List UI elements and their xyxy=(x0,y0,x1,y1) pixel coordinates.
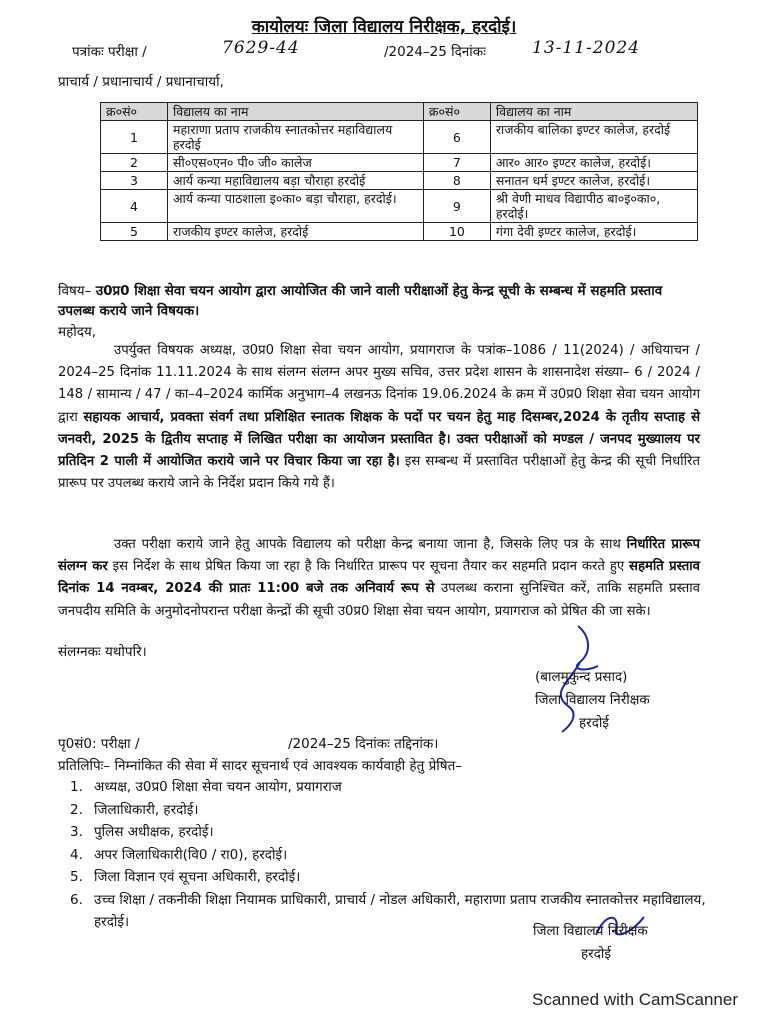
list-text: उच्च शिक्षा / तकनीकी शिक्षा नियामक प्राधिकारी, प्राचार्य / नोडल अधिकारी, महाराणा प्रताप राजकीय स्नातकोत्तर महाविद्यालय, हरदोई। xyxy=(94,891,706,930)
serial-cell: 10 xyxy=(423,223,490,241)
list-text: जिला विज्ञान एवं सूचना अधिकारी, हरदोई। xyxy=(94,869,301,885)
serial-cell: 1 xyxy=(101,121,168,154)
table-row xyxy=(101,172,698,190)
list-item xyxy=(70,844,710,867)
para1-text: उपर्युक्त विषयक अध्यक्ष, उ0प्र0 शिक्षा सेवा चयन आयोग, प्रयागराज के पत्रांक–1086 / 11(2024) / अधियाचन / 2024–25 दिनांक 11.11.2024 के साथ संलग्न संलग्न अपर मुख्य सचिव, उत्तर प्रदेश शासन के शासनादेश संख्या– 6 / 2024 / 148 / सामान्य / 47 / का–4–2024 कार्मिक अनुभाग–4 लखनऊ दिनांक 19.06.2024 के क्रम में उ0प्र0 शिक्षा सेवा चयन आयोग द्वारा xyxy=(58,343,700,425)
table-header-cell: विद्यालय का नाम xyxy=(168,103,424,121)
subject-label: विषय– xyxy=(58,283,92,299)
school-name-cell: आर्य कन्या पाठशाला इ०का० बड़ा चौराहा, हरदोई। xyxy=(168,190,424,223)
subject-line xyxy=(58,281,678,321)
body-paragraph-1 xyxy=(58,340,700,495)
school-name-cell: सनातन धर्म इण्टर कालेज, हरदोई। xyxy=(490,172,697,190)
serial-cell: 5 xyxy=(101,223,168,241)
table-row xyxy=(101,154,698,172)
list-text: पुलिस अधीक्षक, हरदोई। xyxy=(94,824,214,840)
table-header-cell: विद्यालय का नाम xyxy=(490,103,697,121)
signature-block-1 xyxy=(535,666,650,735)
table-row xyxy=(101,223,698,241)
list-number: 2. xyxy=(70,801,83,818)
serial-cell: 7 xyxy=(423,154,490,172)
para2-bold-format: निर्धारित प्रारूप संलग्न कर xyxy=(58,537,700,575)
letter-year-date-label: /2024–25 दिनांकः xyxy=(384,44,486,60)
list-item xyxy=(70,776,710,799)
list-number: 6. xyxy=(70,891,83,908)
addressee: प्राचार्य / प्रधानाचार्य / प्रधानाचार्या, xyxy=(58,74,224,90)
serial-cell: 4 xyxy=(101,190,168,223)
table-header-cell: क्र०सं० xyxy=(101,103,168,121)
schools-table xyxy=(100,102,698,241)
enclosure-note: संलग्नकः यथोपरि। xyxy=(58,644,147,660)
list-number: 5. xyxy=(70,869,83,885)
list-item xyxy=(70,799,710,822)
letter-date-handwritten: 13-11-2024 xyxy=(532,38,641,58)
school-name-cell: गंगा देवी इण्टर कालेज, हरदोई। xyxy=(490,223,697,241)
para1-bold: सहायक आचार्य, प्रवक्ता संवर्ग तथा प्रशिक्षित स्नातक शिक्षक के पदों पर चयन हेतु माह दिसम्बर,2024 के तृतीय सप्ताह से जनवरी, 2025 के द्वितीय सप्ताह में लिखित परीक्षा का आयोजन प्रस्तावित है। उक्त परीक्षाओं को मण्डल / जनपद मुख्यालय पर प्रतिदिन 2 पाली में आयोजित कराये जाने पर विचार किया जा रहा है। xyxy=(58,409,700,470)
para2-text-end: उपलब्ध कराना सुनिश्चित करें, ताकि सहमति प्रस्ताव जनपदीय समिति के अनुमोदनोपरान्त परीक्षा केन्द्रों की सूची उ0प्र0 शिक्षा सेवा चयन आयोग, प्रयागराज को प्रेषित की जा सके। xyxy=(58,581,700,619)
signatory-designation: जिला विद्यालय निरीक्षक xyxy=(533,923,648,939)
subject-text: उ0प्र0 शिक्षा सेवा चयन आयोग द्वारा आयोजित की जाने वाली परीक्षाओं हेतु केन्द्र सूची के सम्बन्ध में सहमति प्रस्ताव उपलब्ध कराये जाने विषयक। xyxy=(58,283,663,319)
list-item xyxy=(70,866,710,889)
body-paragraph-2 xyxy=(58,534,700,623)
list-number: 1. xyxy=(70,779,83,795)
serial-cell: 3 xyxy=(101,172,168,190)
school-name-cell: आर० आर० इण्टर कालेज, हरदोई। xyxy=(490,154,697,172)
para1-text-end: इस सम्बन्ध में प्रस्तावित परीक्षाओं हेतु केन्द्र की सूची निर्धारित प्रारूप पर उपलब्ध कराये जाने के निर्देश प्रदान किये गये हैं। xyxy=(58,454,700,492)
table-row xyxy=(101,121,698,154)
signatory-place: हरदोई xyxy=(581,946,611,962)
endorsement-ref-label: पृ0सं0: परीक्षा / xyxy=(58,736,140,752)
list-text: अध्यक्ष, उ0प्र0 शिक्षा सेवा चयन आयोग, प्रयागराज xyxy=(94,779,342,795)
serial-cell: 6 xyxy=(423,121,490,154)
school-name-cell: सी०एस०एन० पी० जी० कालेज xyxy=(168,154,424,172)
serial-cell: 9 xyxy=(423,190,490,223)
signature-block-2 xyxy=(533,920,648,966)
para2-text: उक्त परीक्षा कराये जाने हेतु आपके विद्यालय को परीक्षा केन्द्र बनाया जाना है, जिसके लिए पत्र के साथ xyxy=(114,537,621,552)
table-header-cell: क्र०सं० xyxy=(423,103,490,121)
letter-number-label: पत्रांकः परीक्षा / xyxy=(72,44,147,60)
salutation: महोदय, xyxy=(58,324,97,340)
list-number: 4. xyxy=(70,846,83,863)
letter-number-handwritten: 7629-44 xyxy=(222,38,300,58)
school-name-cell: श्री वेणी माधव विद्यापीठ बा०इ०का०, हरदोई। xyxy=(490,190,697,223)
school-name-cell: आर्य कन्या महाविद्यालय बड़ा चौराहा हरदोई xyxy=(168,172,424,190)
copy-to-line: प्रतिलिपिः– निम्नांकित की सेवा में सादर सूचनार्थ एवं आवश्यक कार्यवाही हेतु प्रेषित– xyxy=(58,758,463,774)
office-title: कायोलयः जिला विद्यालय निरीक्षक, हरदोई। xyxy=(251,17,517,37)
school-name-cell: राजकीय बालिका इण्टर कालेज, हरदोई xyxy=(490,121,697,154)
scanner-watermark: Scanned with CamScanner xyxy=(531,990,738,1009)
serial-cell: 2 xyxy=(101,154,168,172)
table-header-row xyxy=(101,103,698,121)
table-row xyxy=(101,190,698,223)
para2-bold-deadline: सहमति प्रस्ताव दिनांक 14 नवम्बर, 2024 की प्रातः 11:00 बजे तक अनिवार्य रूप से xyxy=(58,559,700,597)
signatory-place: हरदोई xyxy=(579,715,609,731)
list-text: जिलाधिकारी, हरदोई। xyxy=(94,801,199,818)
endorsement-ref-date: /2024–25 दिनांकः तद्दिनांक। xyxy=(288,736,439,752)
signatory-designation: जिला विद्यालय निरीक्षक xyxy=(535,692,650,708)
signatory-name: (बालमुकुन्द प्रसाद) xyxy=(535,669,628,685)
school-name-cell: राजकीय इण्टर कालेज, हरदोई xyxy=(168,223,424,241)
school-name-cell: महाराणा प्रताप राजकीय स्नातकोत्तर महाविद्यालय हरदोई xyxy=(168,121,424,154)
list-item xyxy=(70,821,710,844)
serial-cell: 8 xyxy=(423,172,490,190)
list-text: अपर जिलाधिकारी(वि0 / रा0), हरदोई। xyxy=(94,846,288,863)
para2-text-mid: इस निर्देश के साथ प्रेषित किया जा रहा है कि निर्धारित प्रारूप पर सूचना तैयार कर सहमति प्रदान करते हुए xyxy=(112,559,625,575)
list-number: 3. xyxy=(70,824,83,840)
